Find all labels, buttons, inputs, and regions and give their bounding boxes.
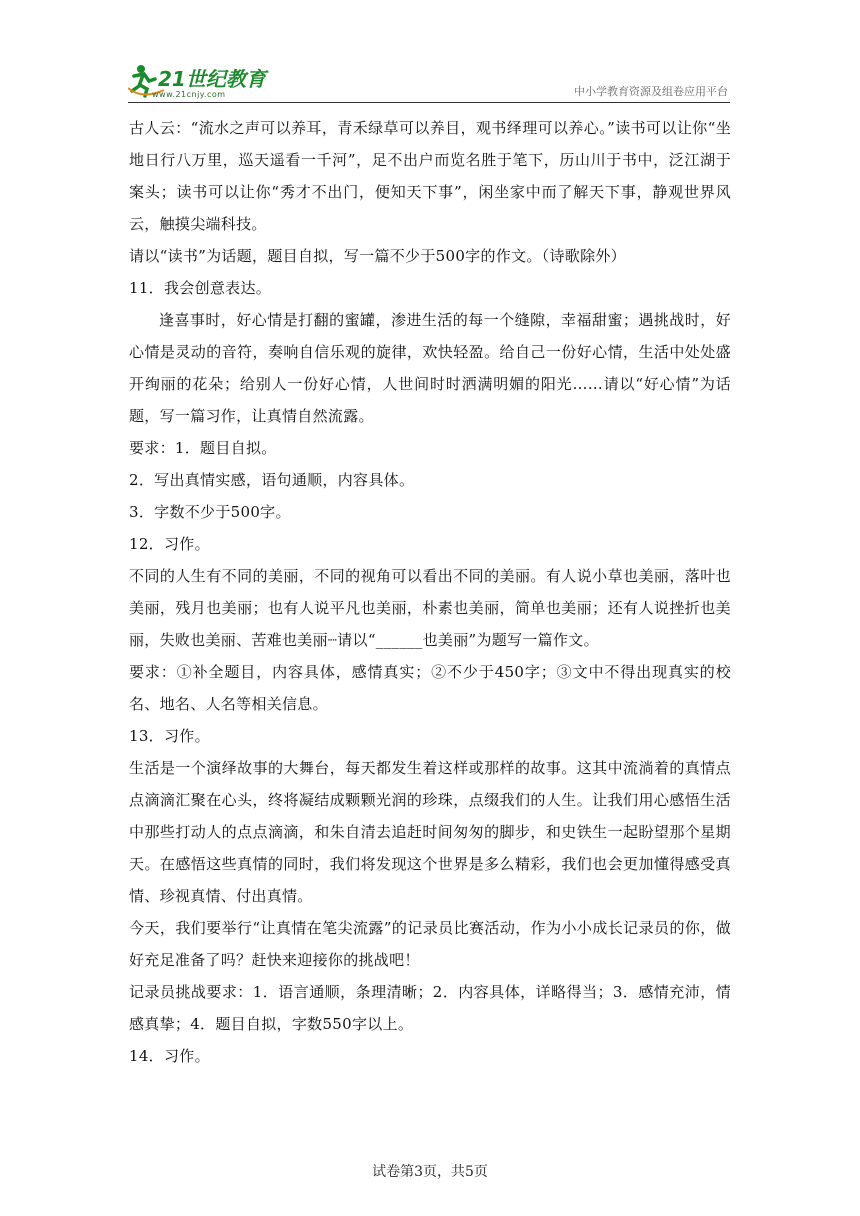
paragraph: 13．习作。 — [129, 727, 210, 745]
logo-url: www.21cnjy.com — [152, 90, 226, 99]
paragraph: 不同的人生有不同的美丽，不同的视角可以看出不同的美丽。有人说小草也美丽，落叶也美丽，残月也美丽；也有人说平凡也美丽，朴素也美丽，简单也美丽；还有人说挫折也美丽，失败也美丽、苦难也美丽┈请以“______也美丽”为题写一篇作文。 — [129, 567, 731, 649]
paragraph: 12．习作。 — [129, 535, 210, 553]
paragraph: 要求：1．题目自拟。 — [129, 439, 277, 457]
paragraph: 记录员挑战要求：1．语言通顺，条理清晰；2．内容具体，详略得当；3．感情充沛，情感真挚；4．题目自拟，字数550字以上。 — [129, 983, 731, 1033]
site-logo — [128, 62, 278, 102]
document-body — [129, 112, 731, 1072]
paragraph: 今天，我们要举行“让真情在笔尖流露”的记录员比赛活动，作为小小成长记录员的你，做好充足准备了吗？赶快来迎接你的挑战吧！ — [129, 919, 731, 969]
paragraph: 3．字数不少于500字。 — [129, 503, 291, 521]
page-footer: 试卷第3页，共5页 — [372, 1164, 488, 1180]
paragraph: 古人云：“流水之声可以养耳，青禾绿草可以养目，观书绎理可以养心。”读书可以让你“坐地日行八万里，巡天遥看一千河”，足不出户而览名胜于笔下，历山川于书中，泛江湖于案头；读书可以让你“秀才不出门，便知天下事”，闲坐家中而了解天下事，静观世界风云，触摸尖端科技。 — [129, 119, 731, 233]
paragraph: 请以“读书”为话题，题目自拟，写一篇不少于500字的作文。（诗歌除外） — [129, 247, 626, 265]
paragraph: 2．写出真情实感，语句通顺，内容具体。 — [129, 471, 415, 489]
platform-name: 中小学教育资源及组卷应用平台 — [574, 85, 728, 98]
logo-text: 21世纪教育 — [158, 67, 266, 91]
paragraph: 逢喜事时，好心情是打翻的蜜罐，渗进生活的每一个缝隙，幸福甜蜜；遇挑战时，好心情是灵动的音符，奏响自信乐观的旋律，欢快轻盈。给自己一份好心情，生活中处处盛开绚丽的花朵；给别人一份好心情，人世间时时洒满明媚的阳光……请以“好心情”为话题，写一篇习作，让真情自然流露。 — [129, 311, 731, 425]
paragraph: 11．我会创意表达。 — [129, 279, 272, 297]
page-header — [128, 62, 730, 103]
paragraph: 要求：①补全题目，内容具体，感情真实；②不少于450字；③文中不得出现真实的校名、地名、人名等相关信息。 — [129, 663, 731, 713]
paragraph: 14．习作。 — [129, 1047, 210, 1065]
paragraph: 生活是一个演绎故事的大舞台，每天都发生着这样或那样的故事。这其中流淌着的真情点点滴滴汇聚在心头，终将凝结成颗颗光润的珍珠，点缀我们的人生。让我们用心感悟生活中那些打动人的点点滴滴，和朱自清去追赶时间匆匆的脚步，和史铁生一起盼望那个星期天。在感悟这些真情的同时，我们将发现这个世界是多么精彩，我们也会更加懂得感受真情、珍视真情、付出真情。 — [129, 759, 731, 905]
